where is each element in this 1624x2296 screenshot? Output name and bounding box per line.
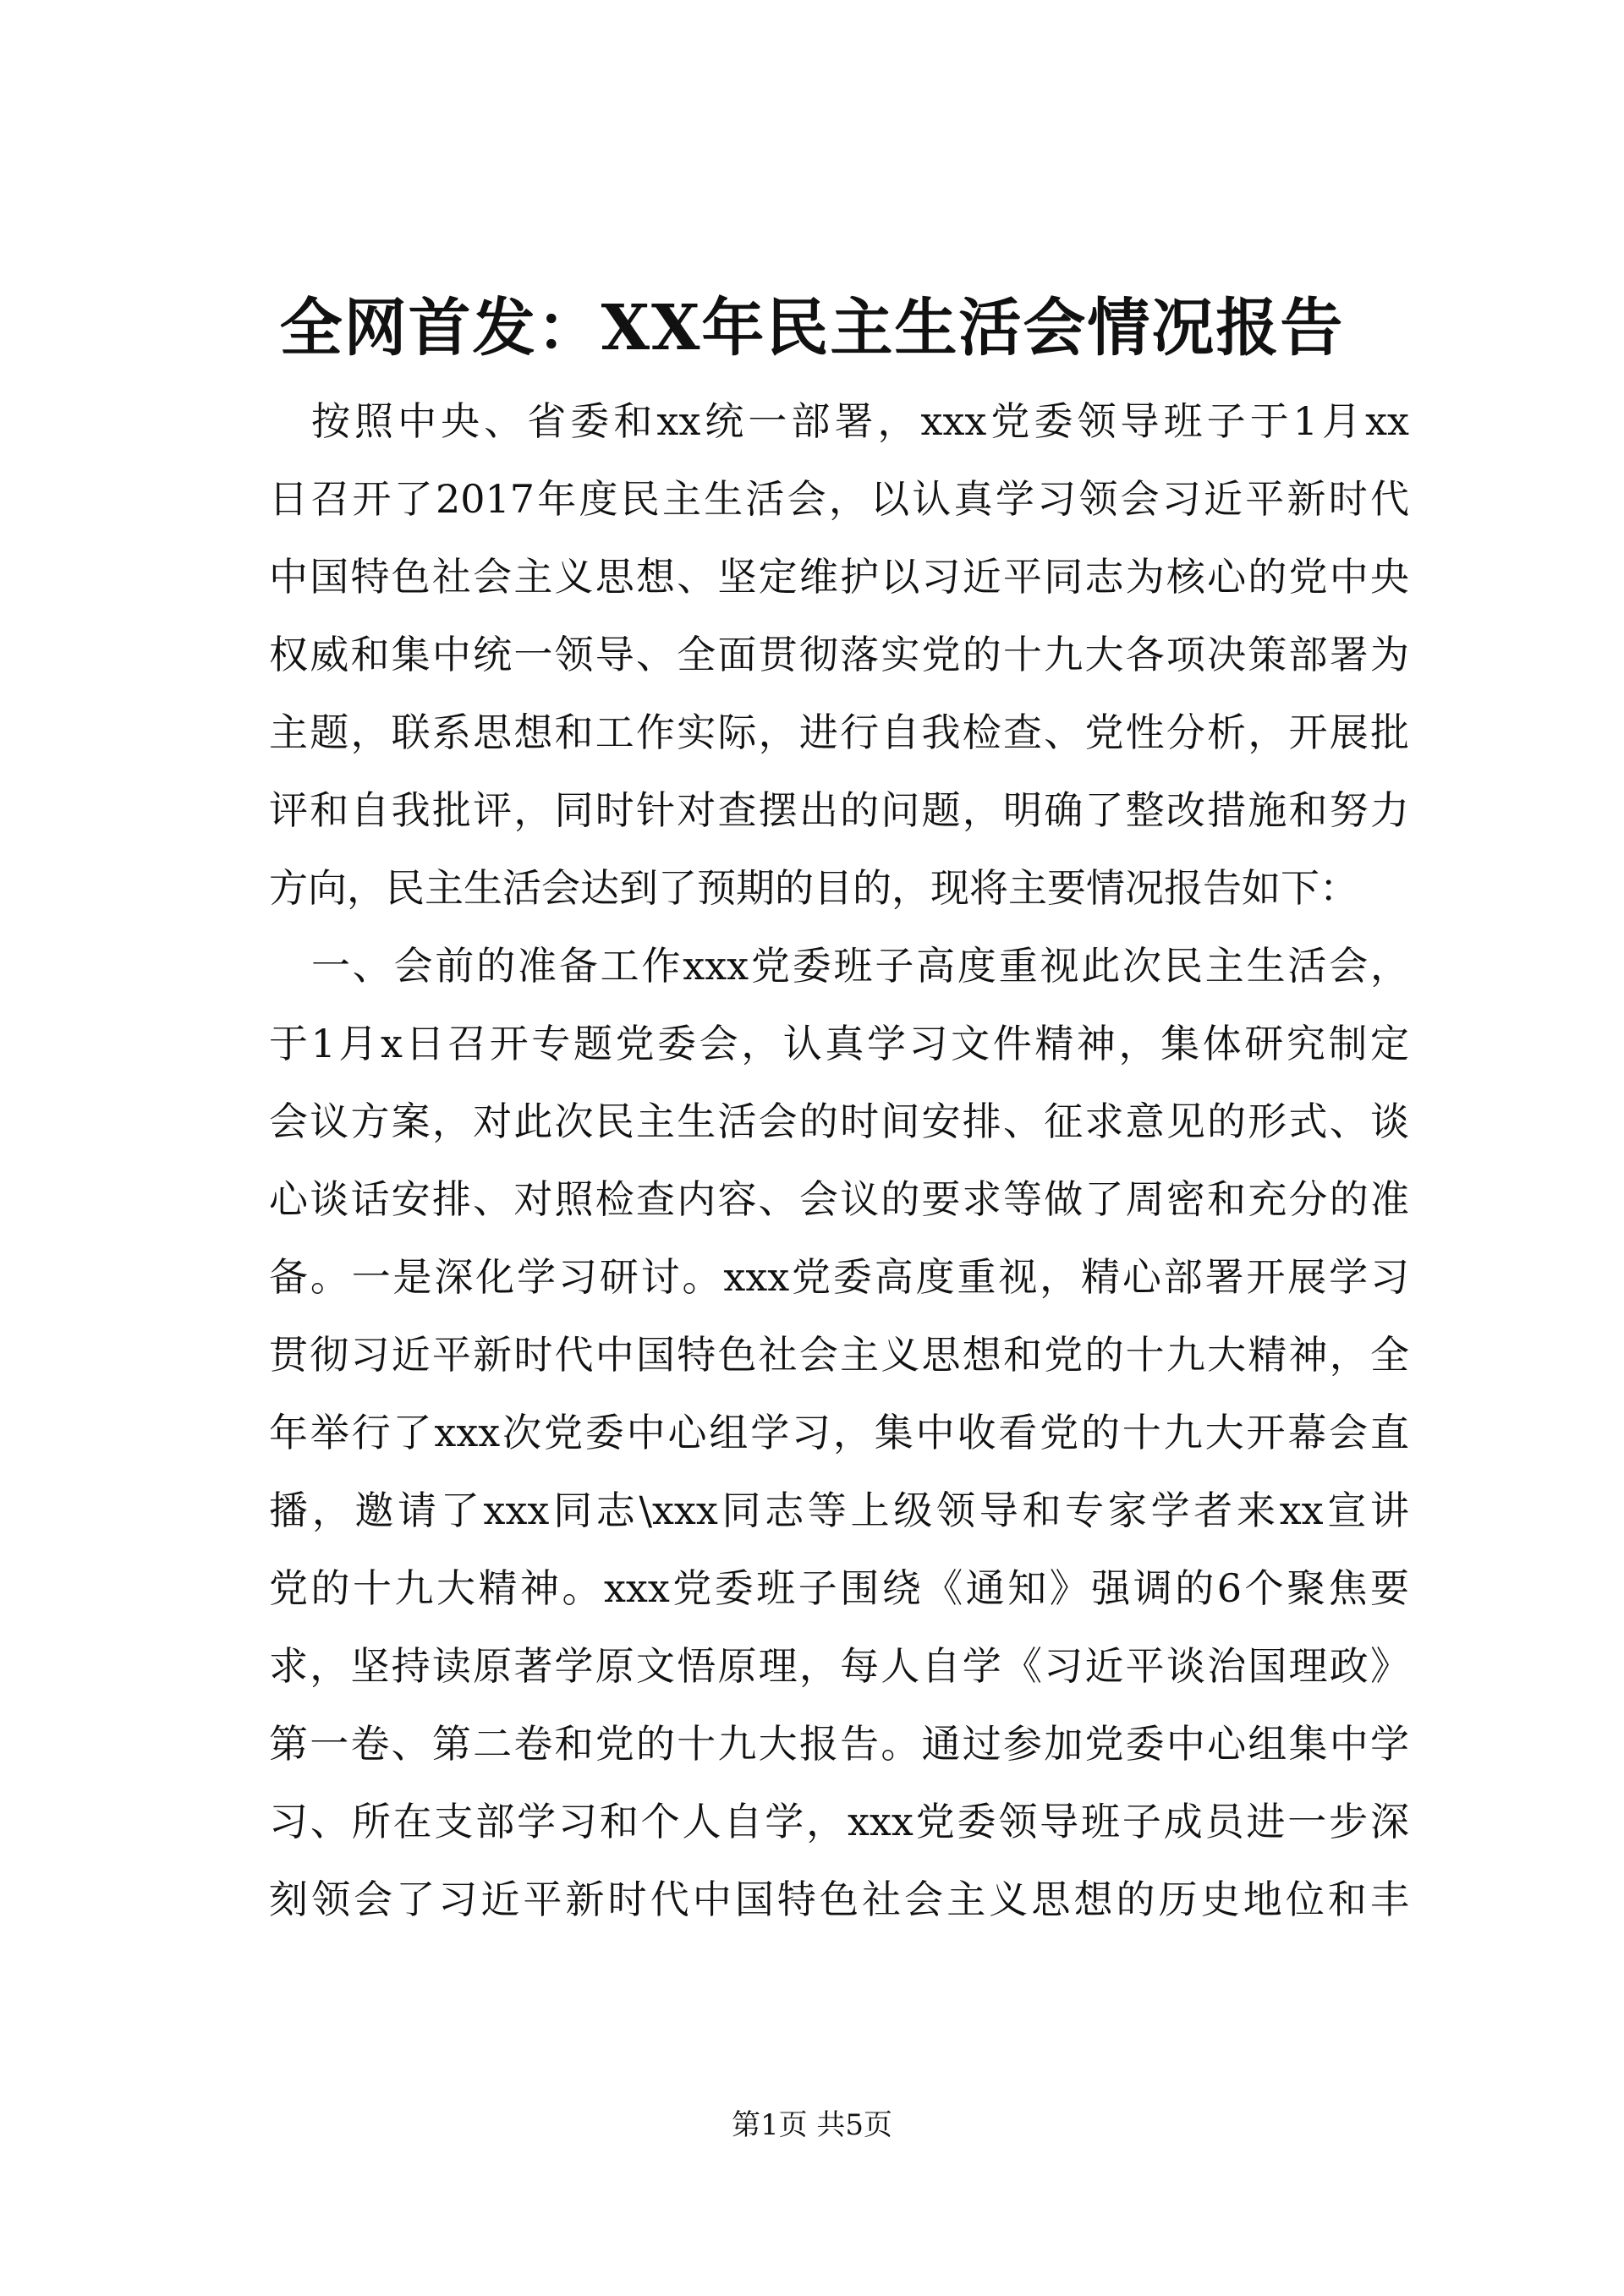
body-line: 权威和集中统一领导、全面贯彻落实党的十九大各项决策部署为	[269, 632, 1409, 677]
document-body	[269, 382, 1409, 1938]
body-line: 贯彻习近平新时代中国特色社会主义思想和党的十九大精神，全	[269, 1332, 1409, 1378]
body-line: 一、会前的准备工作xxx党委班子高度重视此次民主生活会，	[311, 943, 1409, 989]
body-line: 评和自我批评，同时针对查摆出的问题，明确了整改措施和努力	[269, 787, 1409, 833]
page-indicator: 第1页 共5页	[731, 2108, 893, 2142]
body-line: 会议方案，对此次民主生活会的时间安排、征求意见的形式、谈	[269, 1099, 1409, 1144]
body-line: 日召开了2017年度民主生活会，以认真学习领会习近平新时代	[269, 476, 1409, 522]
document-title: 全网首发：XX年民主生活会情况报告	[279, 292, 1345, 364]
body-line: 播，邀请了xxx同志\xxx同志等上级领导和专家学者来xx宣讲	[269, 1488, 1409, 1533]
body-line: 主题，联系思想和工作实际，进行自我检查、党性分析，开展批	[269, 710, 1409, 755]
body-line: 年举行了xxx次党委中心组学习，集中收看党的十九大开幕会直	[269, 1410, 1409, 1455]
body-line: 备。一是深化学习研讨。xxx党委高度重视，精心部署开展学习	[269, 1254, 1409, 1300]
body-line: 于1月x日召开专题党委会，认真学习文件精神，集体研究制定	[269, 1021, 1409, 1066]
body-line: 第一卷、第二卷和党的十九大报告。通过参加党委中心组集中学	[269, 1721, 1409, 1767]
body-line: 刻领会了习近平新时代中国特色社会主义思想的历史地位和丰	[269, 1877, 1409, 1922]
body-line: 方向，民主生活会达到了预期的目的，现将主要情况报告如下：	[269, 865, 1358, 911]
body-line: 心谈话安排、对照检查内容、会议的要求等做了周密和充分的准	[269, 1176, 1409, 1222]
body-line: 中国特色社会主义思想、坚定维护以习近平同志为核心的党中央	[269, 554, 1409, 600]
body-line: 习、所在支部学习和个人自学，xxx党委领导班子成员进一步深	[269, 1799, 1409, 1844]
body-line: 求，坚持读原著学原文悟原理，每人自学《习近平谈治国理政》	[269, 1643, 1409, 1689]
body-line: 按照中央、省委和xx统一部署，xxx党委领导班子于1月xx	[311, 398, 1409, 444]
body-line: 党的十九大精神。xxx党委班子围绕《通知》强调的6个聚焦要	[269, 1565, 1409, 1611]
